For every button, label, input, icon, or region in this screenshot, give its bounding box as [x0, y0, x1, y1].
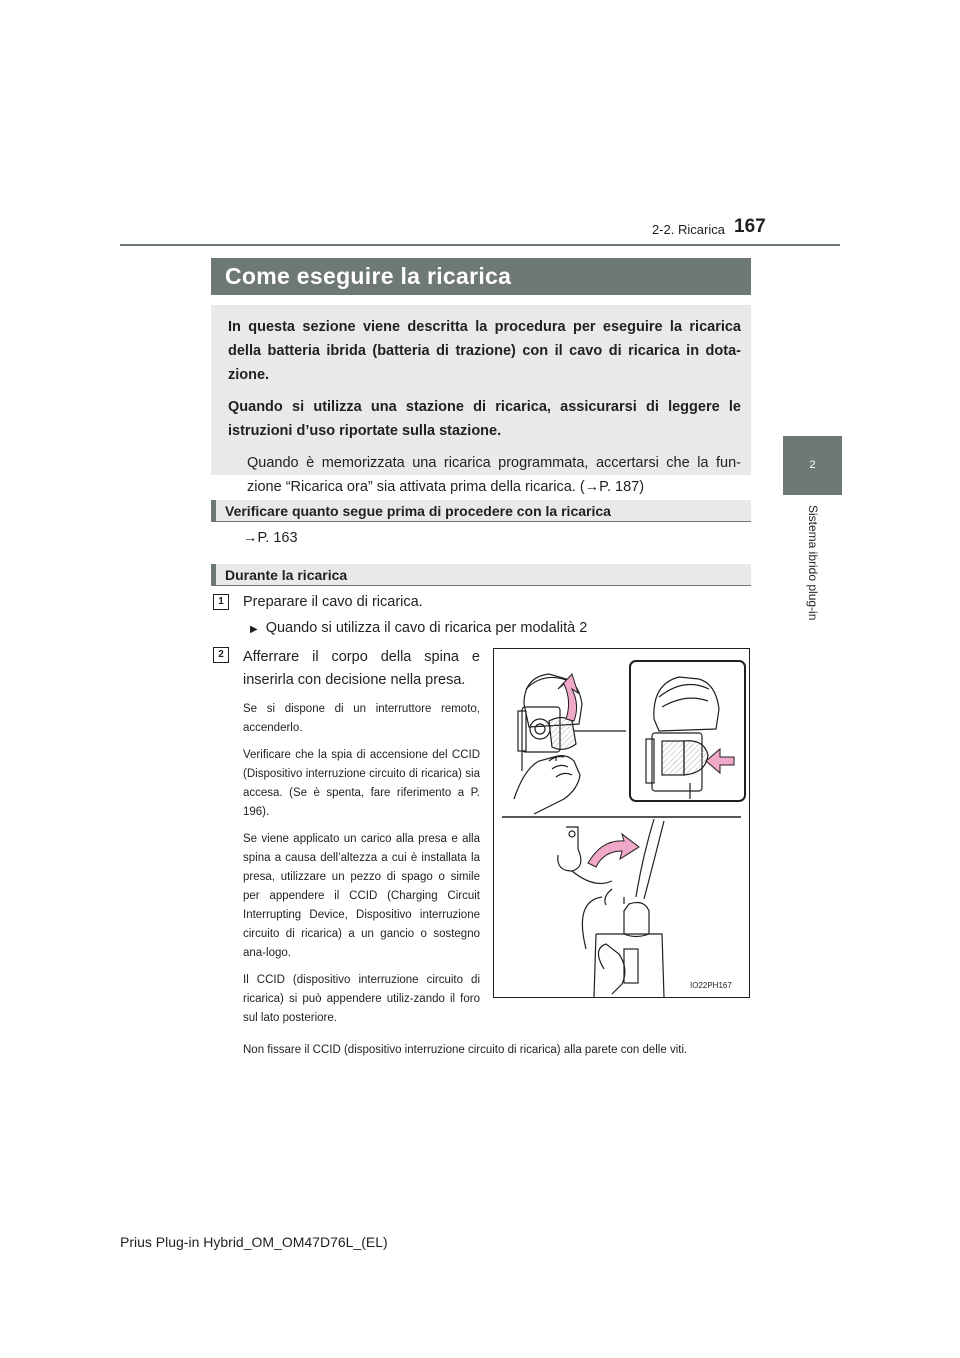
header-rule	[120, 244, 840, 246]
footer-model-code: Prius Plug-in Hybrid_OM_OM47D76L_(EL)	[120, 1234, 388, 1250]
step-1-text: Preparare il cavo di ricarica.	[243, 594, 423, 610]
figure-code: IO22PH167	[690, 981, 732, 990]
lift-cover-arrow-icon	[558, 674, 578, 721]
step-2-warning: Non fissare il CCID (dispositivo interruzione circuito di ricarica) alla parete con delle viti.	[243, 1044, 688, 1056]
step-2-note-4: Il CCID (dispositivo interruzione circuito di ricarica) si può appendere utiliz-zando il foro sul lato posteriore.	[243, 974, 480, 1024]
step-2-content	[243, 646, 480, 1036]
intro-paragraph-2: Quando si utilizza una stazione di ricarica, assicurarsi di leggere le istruzioni d’uso riportate sulla stazione.	[228, 399, 741, 439]
chapter-tab[interactable]: 2	[783, 436, 842, 495]
chapter-label: Sistema ibrido plug-in	[806, 505, 820, 621]
charging-illustration-svg	[494, 649, 749, 997]
step-2-main-text: Afferrare il corpo della spina e inserirla con decisione nella presa.	[243, 649, 480, 688]
step-1-badge: 1	[213, 594, 229, 610]
charging-illustration	[493, 648, 750, 998]
during-section-header: Durante la ricarica	[211, 564, 751, 586]
step-1-bullet	[250, 620, 587, 636]
check-reference-link[interactable]: →P. 163	[243, 530, 298, 546]
step-2-badge: 2	[213, 647, 229, 663]
intro-paragraph-1: In questa sezione viene descritta la procedura per eseguire la ricarica della batteria ibrida (batteria di trazione) con il cavo di ricarica in dota-zione.	[228, 319, 741, 383]
check-section-header: Verificare quanto segue prima di procedere con la ricarica	[211, 500, 751, 522]
triangle-bullet-icon: ▶	[250, 624, 258, 635]
intro-box	[211, 305, 751, 495]
intro-paragraph-3: Quando è memorizzata una ricarica programmata, accertarsi che la fun-zione “Ricarica ora” sia attivata prima della ricarica. (→P. 187)	[247, 455, 741, 495]
step-1-bullet-text: Quando si utilizza il cavo di ricarica per modalità 2	[265, 620, 588, 636]
section-header: 2-2. Ricarica	[652, 222, 725, 237]
page-title: Come eseguire la ricarica	[211, 258, 751, 295]
hang-ccid-arrow-icon	[588, 834, 639, 867]
page-number: 167	[734, 216, 766, 237]
step-2-note-3: Se viene applicato un carico alla presa e alla spina a causa dell’altezza a cui è installata la presa, utilizzare un pezzo di spago o simile per appendere il CCID (Charging Circuit Interrupting Device, Dispositivo interruzione circuito di ricarica) a un gancio o sostegno ana-logo.	[243, 833, 480, 959]
detail-inset	[630, 661, 745, 801]
step-2-note-2: Verificare che la spia di accensione del CCID (Dispositivo interruzione circuito di ricarica) sia accesa. (Se è spenta, fare riferimento a P. 196).	[243, 749, 480, 818]
step-2-note-1: Se si dispone di un interruttore remoto, accenderlo.	[243, 703, 480, 734]
